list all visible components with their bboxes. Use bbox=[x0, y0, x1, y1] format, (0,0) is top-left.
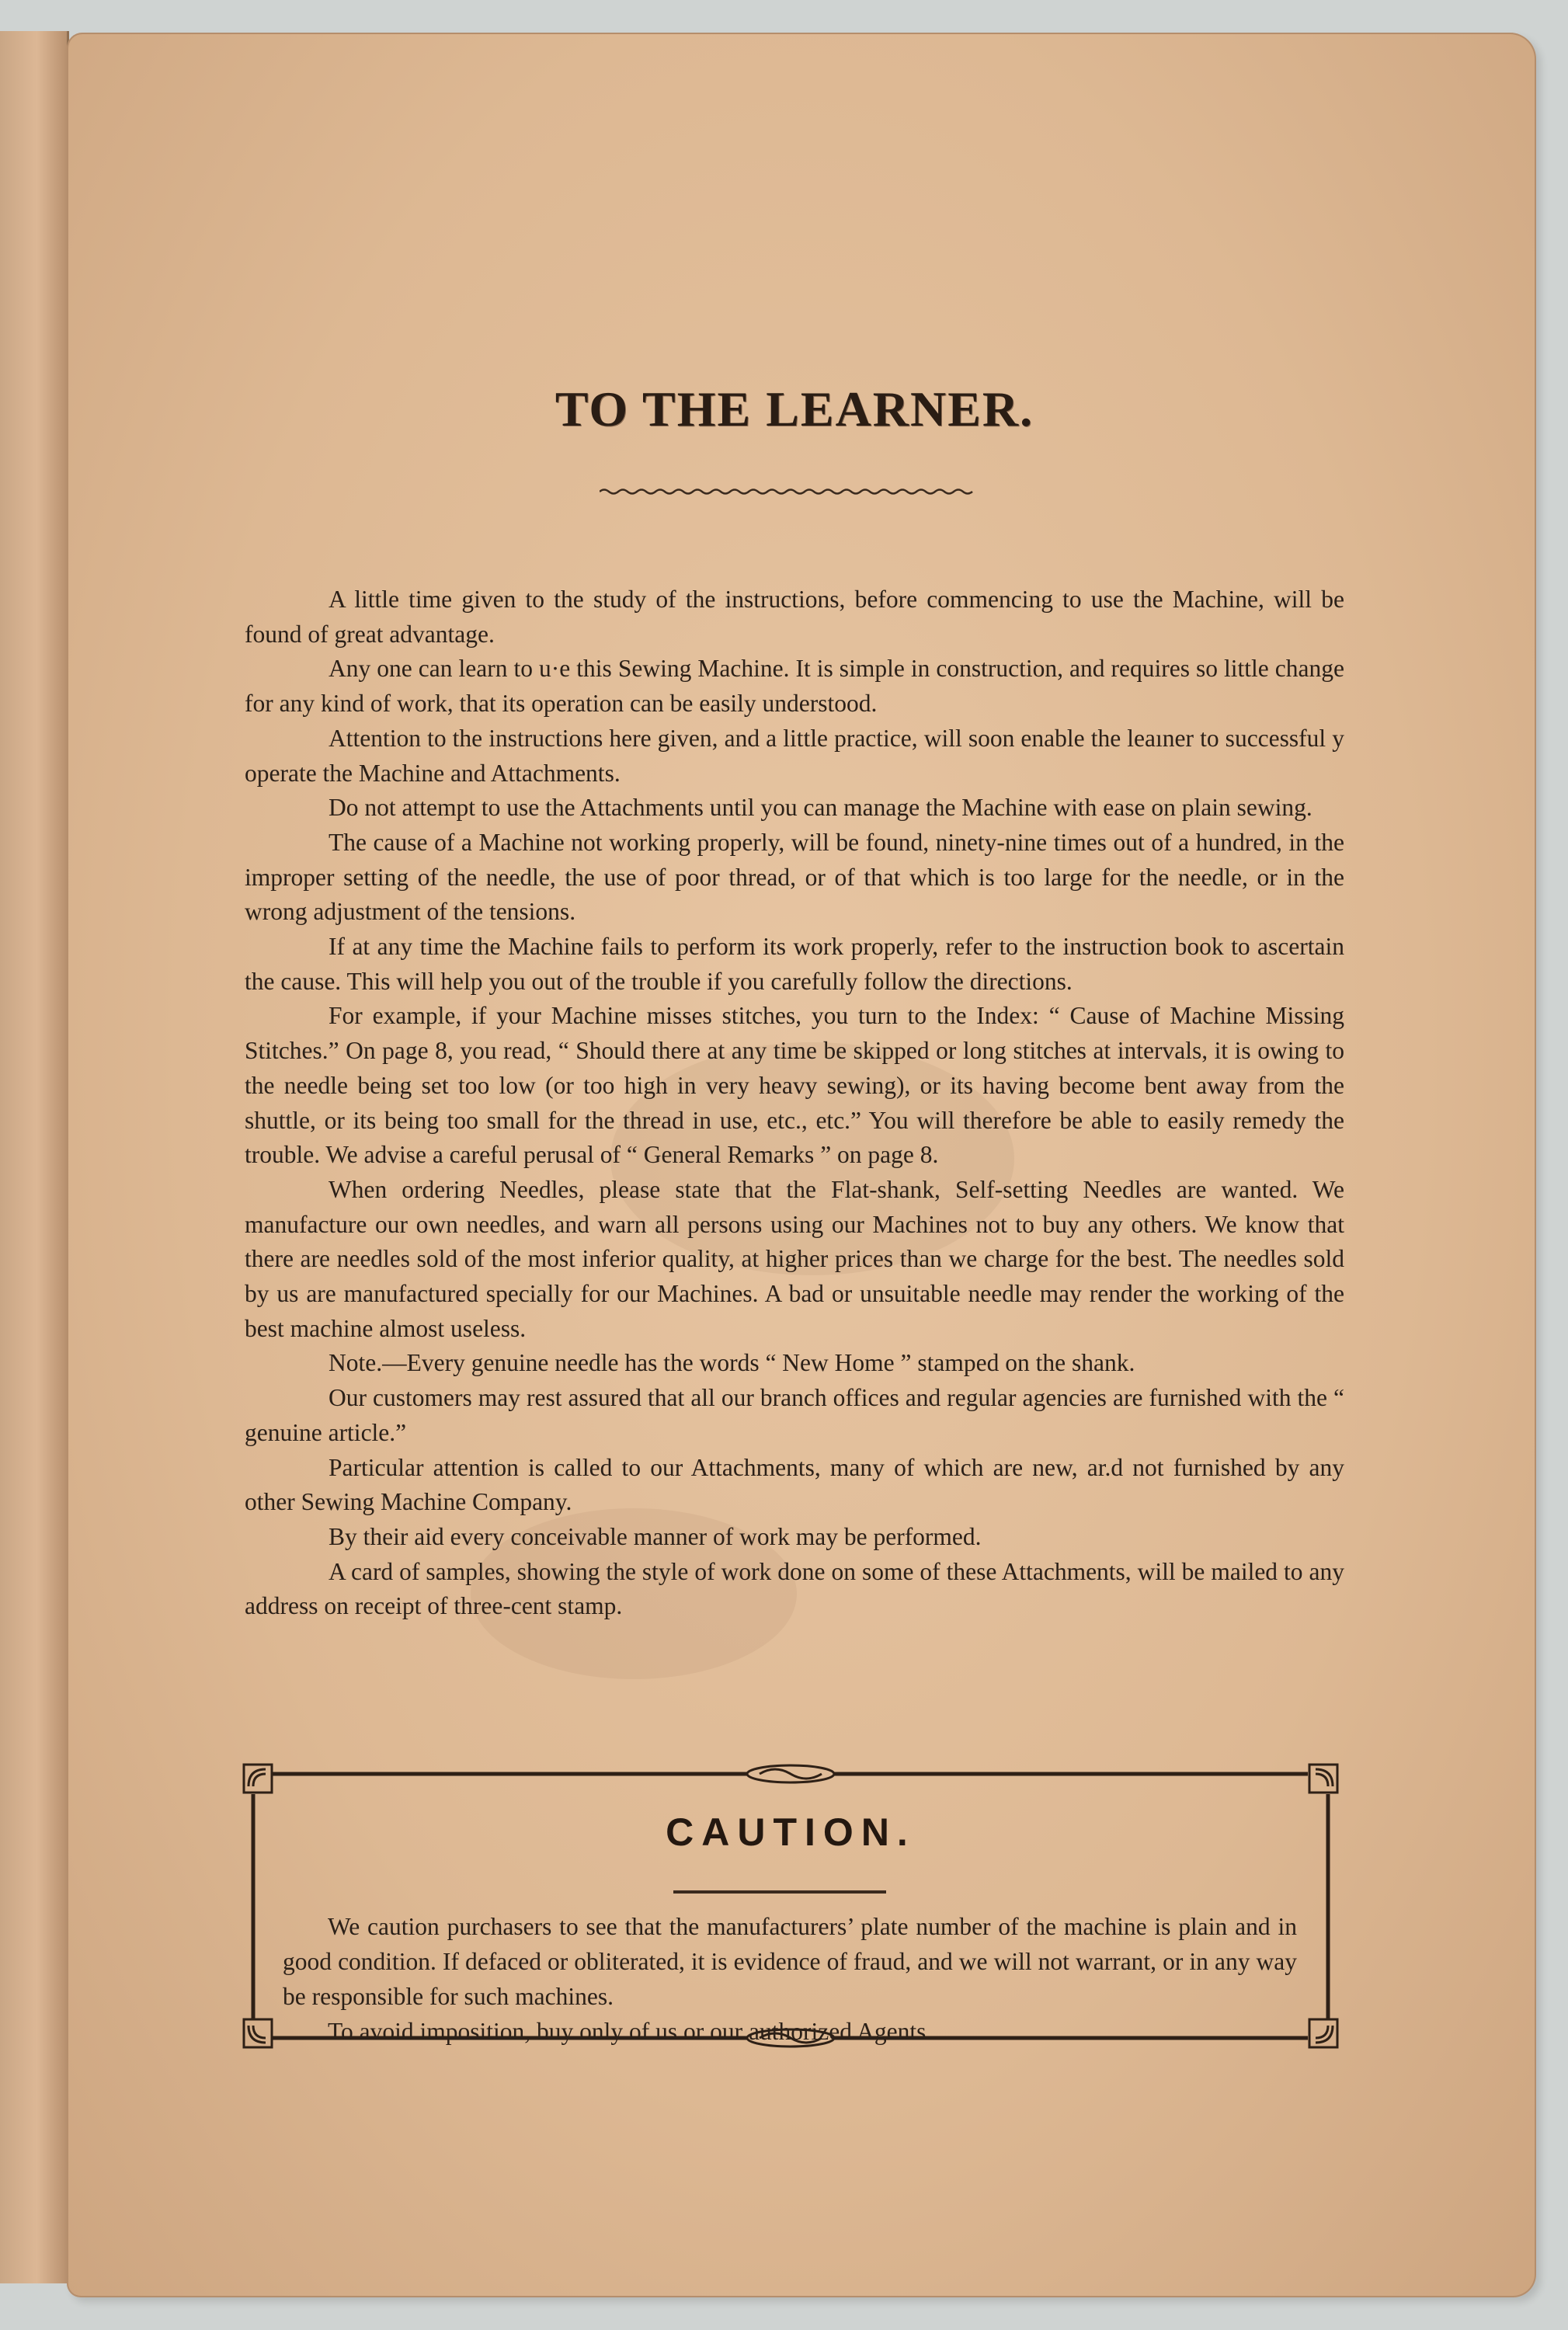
paragraph: Our customers may rest assured that all our branch offices and regular agencies are furnished with the “ genuine article.” bbox=[245, 1384, 1344, 1446]
previous-page-edge bbox=[0, 31, 69, 2283]
paragraph: The cause of a Machine not working properly, will be found, ninety-nine times out of a hundred, in the improper setting of the needle, the use of poor thread, or of that which is too large for the needle, or in the wrong adjustment of the tensions. bbox=[245, 828, 1344, 926]
note-paragraph: Note.—Every genuine needle has the words “ New Home ” stamped on the shank. bbox=[329, 1349, 1135, 1377]
paragraph: Attention to the instructions here given, and a little practice, will soon enable the leaıner to successful y operate the Machine and Attachments. bbox=[245, 724, 1344, 787]
paragraph: For example, if your Machine misses stitches, you turn to the Index: “ Cause of Machine Missing Stitches.” On page 8, you read, “ Should there at any time be skipped or long stitches at intervals, it is owing to the needle being set too low (or too high in very heavy sewing), or its having become bent away from the shuttle, or its being too small for the thread in use, etc., etc.” You will therefore be able to easily remedy the trouble. We advise a careful perusal of “ General Remarks ” on page 8. bbox=[245, 1002, 1344, 1169]
caution-underline bbox=[673, 1890, 886, 1894]
paragraph: By their aid every conceivable manner of work may be performed. bbox=[329, 1522, 982, 1550]
paragraph: A little time given to the study of the instructions, before commencing to use the Machine, will be found of great advantage. bbox=[245, 586, 1344, 648]
paragraph: If at any time the Machine fails to perform its work properly, refer to the instruction book to ascertain the cause. This will help you out of the trouble if you carefully follow the directions. bbox=[245, 933, 1344, 995]
page-title: TO THE LEARNER. bbox=[555, 381, 1034, 436]
caution-box bbox=[242, 1763, 1339, 2049]
caution-body bbox=[283, 1909, 1297, 2049]
caution-paragraph: We caution purchasers to see that the manufacturers’ plate number of the machine is plain and in good condition. If defaced or obliterated, it is evidence of fraud, and we will not warrant, or in any way be responsible for such machines. bbox=[283, 1913, 1297, 2010]
paragraph: A card of samples, showing the style of work done on some of these Attachments, will be mailed to any address on receipt of three-cent stamp. bbox=[245, 1557, 1344, 1620]
paragraph: Particular attention is called to our Attachments, many of which are new, ar.d not furnished by any other Sewing Machine Company. bbox=[245, 1453, 1344, 1516]
instructions-body bbox=[245, 582, 1344, 1624]
caution-heading: CAUTION. bbox=[666, 1810, 916, 1854]
wavy-rule-decoration bbox=[600, 488, 974, 496]
center-ornament-top bbox=[747, 1765, 834, 1782]
caution-paragraph: To avoid imposition, buy only of us or our authorized Agents bbox=[328, 2018, 927, 2045]
booklet-page bbox=[67, 33, 1536, 2297]
paragraph: Any one can learn to u·e this Sewing Machine. It is simple in construction, and requires so little change for any kind of work, that its operation can be easily understood. bbox=[245, 655, 1344, 718]
paragraph: When ordering Needles, please state that the Flat-shank, Self-setting Needles are wanted. We manufacture our own needles, and warn all persons using our Machines not to buy any others. We know that there are needles sold of the most inferior quality, at higher prices than we charge for the best. The needles sold by us are manufactured specially for our Machines. A bad or unsuitable needle may render the working of the best machine almost useless. bbox=[245, 1175, 1344, 1342]
paragraph: Do not attempt to use the Attachments until you can manage the Machine with ease on plain sewing. bbox=[329, 794, 1312, 822]
